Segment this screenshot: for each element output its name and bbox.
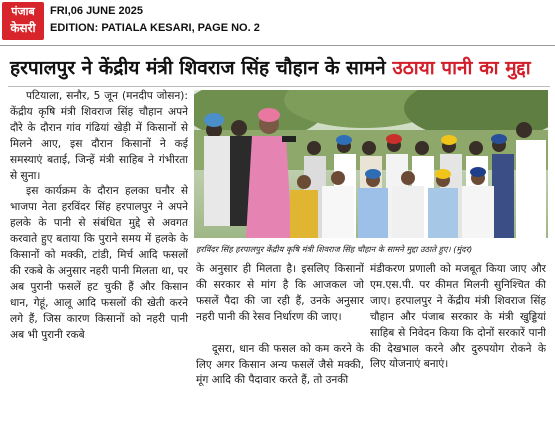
article-column-2	[196, 262, 364, 426]
article-column-1	[10, 89, 188, 425]
headline-rule	[8, 86, 550, 87]
article-column-3	[370, 262, 546, 426]
edition-date: FRI,06 JUNE 2025	[50, 5, 143, 17]
logo-line-1: पंजाब	[11, 5, 35, 18]
headline-part-1: हरपालपुर ने केंद्रीय मंत्री शिवराज सिंह चौहान के सामने	[10, 57, 393, 79]
masthead	[0, 0, 555, 44]
photo-caption: हरविंदर सिंह हरपालपुर केंद्रीय कृषि मंत्री शिवराज सिंह चौहान के सामने मुद्दा उठाते हुए। (मुंदर)	[196, 244, 473, 254]
masthead-divider	[0, 45, 555, 46]
article-headline	[10, 52, 550, 84]
paragraph-5: मंडीकरण प्रणाली को मजबूत किया जाए और एम.एस.पी. पर कीमत मिलनी सुनिश्चित की जाए। हरपालपुर ने केंद्रीय मंत्री शिवराज सिंह चौहान और पंजाब सरकार के मंत्री खुड्डियां साहिब से निवेदन किया कि दोनों सरकारें पानी की देखभाल करने और दुरुपयोग रोकने के लिए योजनाएं बनाएं।	[370, 263, 546, 371]
logo-line-2: केसरी	[10, 21, 36, 35]
news-photo	[194, 90, 548, 238]
edition-info: EDITION: PATIALA KESARI, PAGE NO. 2	[50, 22, 260, 34]
paragraph-4: दूसरा, धान की फसल को कम करने के लिए अगर किसान अन्य फसलें जैसे मक्की, मूंग आदि की पैदावार करते हैं, तो उनकी	[196, 342, 364, 387]
paragraph-dateline: पटियाला, सनौर, 5 जून (मनदीप जोसन): केंद्रीय कृषि मंत्री शिवराज सिंह चौहान अपने दौरे के दौरान गांव गंढियां खेड़ी में किसानों से मिलने आए, इस दौरान किसानों ने कई समस्याएं बताई, जिन्हें मंत्री साहिब ने गंभीरता से सुना।	[10, 90, 188, 182]
paragraph-2: इस कार्यक्रम के दौरान हलका घनौर से भाजपा नेता हरविंदर सिंह हरपालपुर ने अपने हलके के पानी से संबंधित मुद्दे से अवगत करवाते हुए बताया कि पुराने समय में हलके के किसानों को मक्की, टांडी, मिर्च आदि फसलों की रकबे के अनुसार नहरी पानी मिलता था, पर अब पुरानी फसलें हट चुकी हैं और किसान धान, गेहूं, आलू आदि फसलों की खेती करने लगे हैं, जिस कारण किसानों को नहरी पानी अब भी पुरानी रकबे	[10, 185, 188, 341]
photo-farmers-meeting	[194, 90, 548, 238]
headline-part-2-highlight: उठाया पानी का मुद्दा	[392, 57, 531, 79]
paragraph-3: के अनुसार ही मिलता है। इसलिए किसानों की सरकार से मांग है कि आजकल जो फसलें पैदा की जा रही हैं, उनके अनुसार नहरी पानी की रेसव निर्धारण की जाए।	[196, 263, 364, 323]
punjab-kesari-logo	[2, 2, 44, 40]
